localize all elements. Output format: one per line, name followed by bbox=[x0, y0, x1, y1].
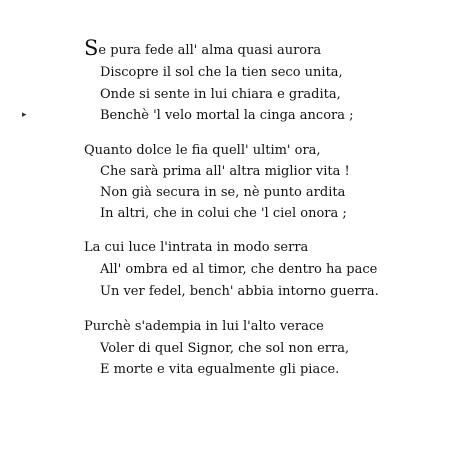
stanza4-line1: Purchè s'adempia in lui l'alto verace bbox=[84, 319, 324, 334]
stanza3-line2: All' ombra ed al timor, che dentro ha pace bbox=[100, 262, 378, 277]
stanza1-line3: Onde si sente in lui chiara e gradita, bbox=[100, 87, 341, 102]
stanza1-line1-text: e pura fede all' alma quasi aurora bbox=[98, 43, 322, 58]
stanza2-line2: Che sarà prima all' altra miglior vita ! bbox=[100, 164, 350, 179]
stanza4-line3: E morte e vita egualmente gli piace. bbox=[100, 362, 340, 377]
stanza3-line3: Un ver fedel, bench' abbia intorno guerra. bbox=[100, 284, 379, 299]
stanza2-line3: Non già secura in se, nè punto ardita bbox=[100, 185, 346, 200]
stanza2-line1: Quanto dolce le fia quell' ultim' ora, bbox=[84, 143, 321, 158]
stanza2-line4: In altri, che in colui che 'l ciel onora ; bbox=[100, 206, 347, 221]
margin-mark: ▸ bbox=[22, 110, 27, 120]
stanza4-line2: Voler di quel Signor, che sol non erra, bbox=[100, 341, 350, 356]
stanza1-line1 bbox=[84, 36, 322, 60]
stanza1-line4: Benchè 'l velo mortal la cinga ancora ; bbox=[100, 108, 354, 123]
drop-cap: S bbox=[84, 36, 99, 60]
stanza3-line1: La cui luce l'intrata in modo serra bbox=[84, 240, 309, 255]
stanza1-line2: Discopre il sol che la tien seco unita, bbox=[100, 65, 343, 80]
